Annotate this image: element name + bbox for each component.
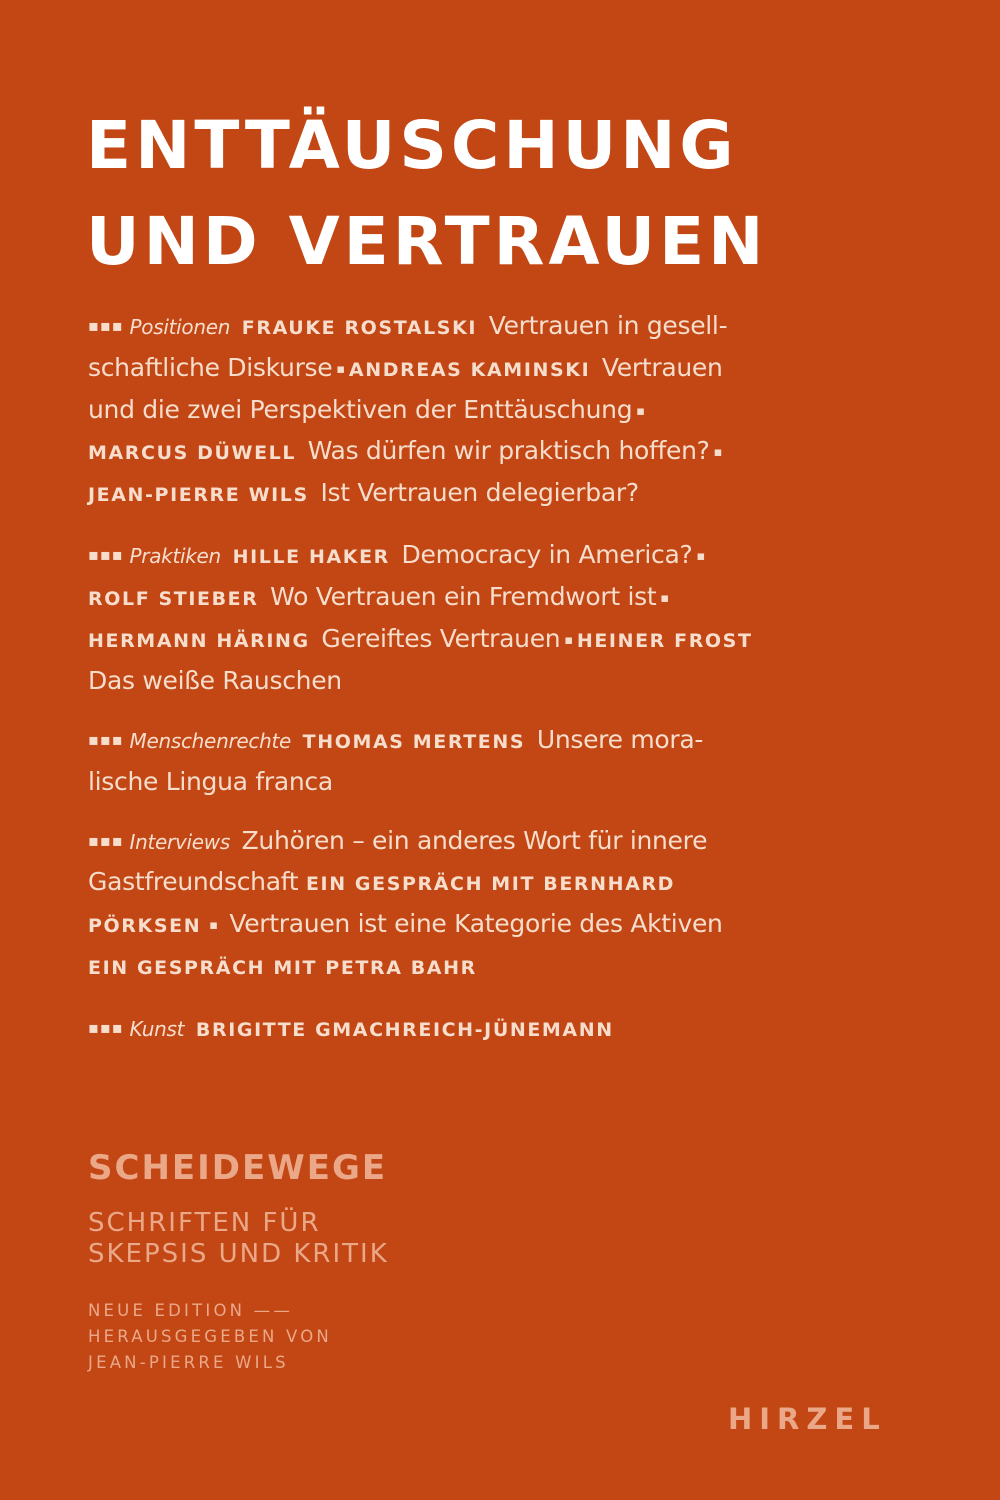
toc-line [88, 904, 900, 946]
toc-line [88, 619, 900, 661]
author-name: FRAUKE ROSTALSKI [241, 317, 478, 339]
section-category: Positionen [129, 315, 231, 339]
toc-line [88, 390, 900, 431]
section-menschenrechte [88, 720, 900, 801]
section-category: Kunst [129, 1017, 185, 1041]
bullet-marker: ▪▪▪ [88, 316, 124, 335]
article-title: Unsere mora- [529, 725, 704, 754]
author-name: HEINER FROST [576, 630, 753, 652]
toc-line [88, 348, 900, 390]
author-name: ROLF STIEBER [88, 588, 259, 610]
toc-line [88, 431, 900, 473]
article-title: Zuhören – ein anderes Wort für innere [233, 826, 708, 855]
toc-line [88, 661, 900, 700]
separator-marker: ▪ [636, 404, 645, 419]
article-title: Gastfreundschaft [88, 867, 299, 896]
author-name: BRIGITTE GMACHREICH-JÜNEMANN [195, 1019, 614, 1041]
section-interviews [88, 821, 900, 988]
article-title: lische Lingua franca [88, 767, 333, 796]
section-kunst [88, 1008, 900, 1050]
section-category: Menschenrechte [129, 729, 291, 753]
separator-marker: ▪ [336, 362, 345, 377]
article-title: Was dürfen wir praktisch hoffen? [300, 436, 710, 465]
article-title: Vertrauen ist eine Kategorie des Aktiven [221, 909, 723, 938]
article-title: Democracy in America? [393, 540, 693, 569]
title-line-1: ENTTÄUSCHUNG [86, 107, 738, 184]
author-name: EIN GESPRÄCH MIT BERNHARD [305, 873, 676, 895]
bullet-marker: ▪▪▪ [88, 1018, 124, 1037]
edition-line: HERAUSGEGEBEN VON [88, 1327, 332, 1346]
separator-marker: ▪ [713, 445, 723, 460]
author-name: HERMANN HÄRING [88, 630, 310, 652]
edition-line: NEUE EDITION —— [88, 1301, 294, 1320]
edition-line: JEAN-PIERRE WILS [88, 1353, 289, 1372]
author-name: THOMAS MERTENS [302, 731, 526, 753]
separator-marker: ▪ [696, 549, 706, 564]
section-category: Praktiken [129, 544, 221, 568]
author-name: HILLE HAKER [232, 546, 390, 568]
toc-line [88, 473, 900, 515]
toc-line [88, 306, 900, 348]
article-title: Das weiße Rauschen [88, 666, 342, 695]
table-of-contents [88, 306, 900, 1070]
toc-line [88, 946, 900, 988]
article-title: Ist Vertrauen delegierbar? [312, 478, 639, 507]
series-subtitle-line: SCHRIFTEN FÜR [88, 1208, 321, 1238]
separator-marker: ▪ [209, 918, 218, 933]
series-name: SCHEIDEWEGE [88, 1148, 388, 1188]
author-name: PÖRKSEN [88, 915, 202, 937]
separator-marker: ▪ [660, 591, 669, 606]
separator-marker: ▪ [564, 633, 573, 648]
toc-line [88, 862, 900, 904]
author-name: EIN GESPRÄCH MIT PETRA BAHR [88, 957, 477, 979]
article-title: Vertrauen in gesell- [481, 311, 728, 340]
author-name: ANDREAS KAMINSKI [348, 359, 591, 381]
toc-line [88, 577, 900, 619]
toc-line [88, 1008, 900, 1050]
bullet-marker: ▪▪▪ [88, 730, 124, 749]
article-title: Gereiftes Vertrauen [313, 624, 561, 653]
bullet-marker: ▪▪▪ [88, 545, 124, 564]
edition-info [88, 1298, 332, 1376]
publisher-logo: HIRZEL [728, 1402, 887, 1436]
toc-line [88, 762, 900, 801]
article-title: schaftliche Diskurse [88, 353, 333, 382]
author-name: MARCUS DÜWELL [88, 442, 297, 464]
section-praktiken [88, 535, 900, 700]
article-title: Wo Vertrauen ein Fremdwort ist [262, 582, 657, 611]
book-title [86, 98, 986, 290]
series-subtitle-line: SKEPSIS UND KRITIK [88, 1239, 389, 1269]
toc-line [88, 720, 900, 762]
bullet-marker: ▪▪▪ [88, 831, 124, 850]
toc-line [88, 535, 900, 577]
article-title: Vertrauen [594, 353, 723, 382]
series-subtitle [88, 1208, 389, 1270]
author-name: JEAN-PIERRE WILS [88, 484, 309, 506]
toc-line [88, 821, 900, 862]
article-title: und die zwei Perspektiven der Enttäuschung [88, 395, 633, 424]
section-positionen [88, 306, 900, 515]
section-category: Interviews [129, 830, 230, 854]
title-line-2: UND VERTRAUEN [86, 203, 768, 280]
